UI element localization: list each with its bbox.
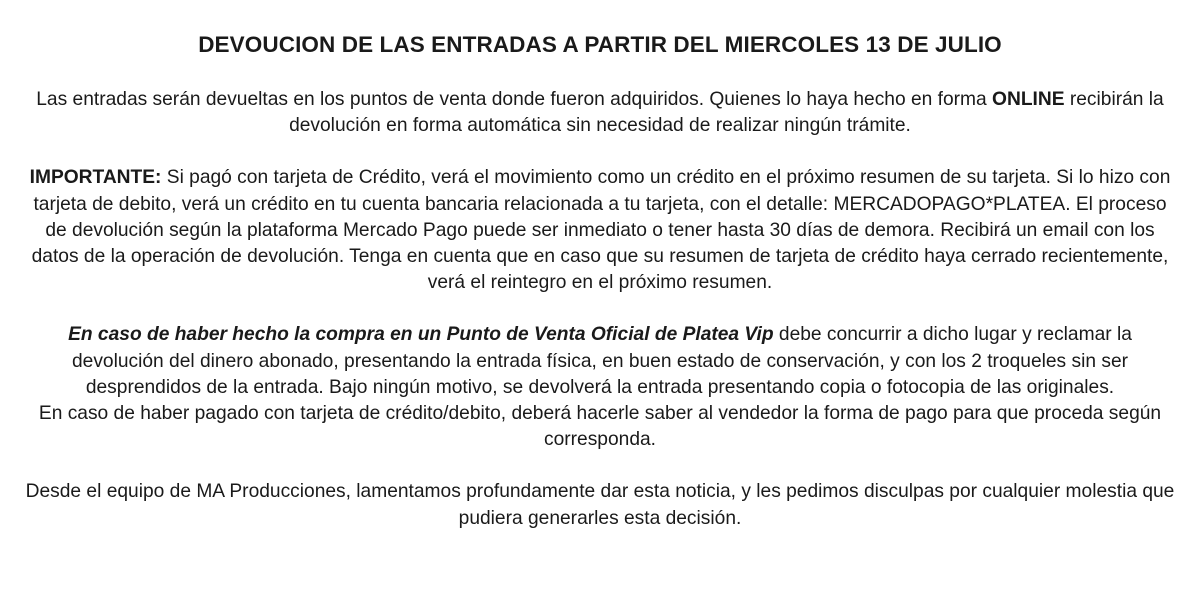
point-of-sale-paragraph [22,322,1178,401]
important-text: Si pagó con tarjeta de Crédito, verá el movimiento como un crédito en el próximo resumen de su tarjeta. Si lo hizo con tarjeta de debito, verá un crédito en tu cuenta bancaria relacionada a tu tarjeta, con el detalle: MERCADOPAGO*PLATEA. El proceso de devolución según la plataforma Mercado Pago puede ser inmediato o tener hasta 30 días de demora. Recibirá un email con los datos de la operación de devolución. Tenga en cuenta que en caso que su resumen de tarjeta de crédito haya cerrado recientemente, verá el reintegro en el próximo resumen. [31,167,1171,294]
point-of-sale-text: debe concurrir a dicho lugar y reclamar la devolución del dinero abonado, presentando la entrada física, en buen estado de conservación, y con los 2 troqueles sin ser desprendidos de la entrada. Bajo ningún motivo, se devolverá la entrada presentando copia o fotocopia de las originales. [71,324,1132,398]
paragraph-spacer [22,139,1178,165]
apology-text: Desde el equipo de MA Producciones, lamentamos profundamente dar esta noticia, y les pedimos disculpas por cualquier molestia que pudiera generarles esta decisión. [25,481,1175,529]
point-of-sale-emphasis: En caso de haber hecho la compra en un Punto de Venta Oficial de Platea Vip [68,324,774,346]
online-emphasis: ONLINE [992,89,1065,110]
paragraph-spacer [22,453,1178,479]
online-refund-paragraph [22,87,1178,139]
online-refund-text-end: recibirán la devolución en forma automática sin necesidad de realizar ningún trámite. [289,89,1164,137]
important-label: IMPORTANTE: [29,167,162,189]
important-paragraph [22,165,1178,296]
card-payment-paragraph [22,401,1178,453]
online-refund-text-start: Las entradas serán devueltas en los puntos de venta donde fueron adquiridos. Quienes lo haya hecho en forma [36,89,993,110]
paragraph-spacer [22,296,1178,322]
apology-paragraph [22,479,1178,531]
card-payment-text: En caso de haber pagado con tarjeta de crédito/debito, deberá hacerle saber al vendedor la forma de pago para que proceda según corresponda. [38,403,1162,451]
notice-title: DEVOUCION DE LAS ENTRADAS A PARTIR DEL MIERCOLES 13 DE JULIO [198,32,1002,57]
